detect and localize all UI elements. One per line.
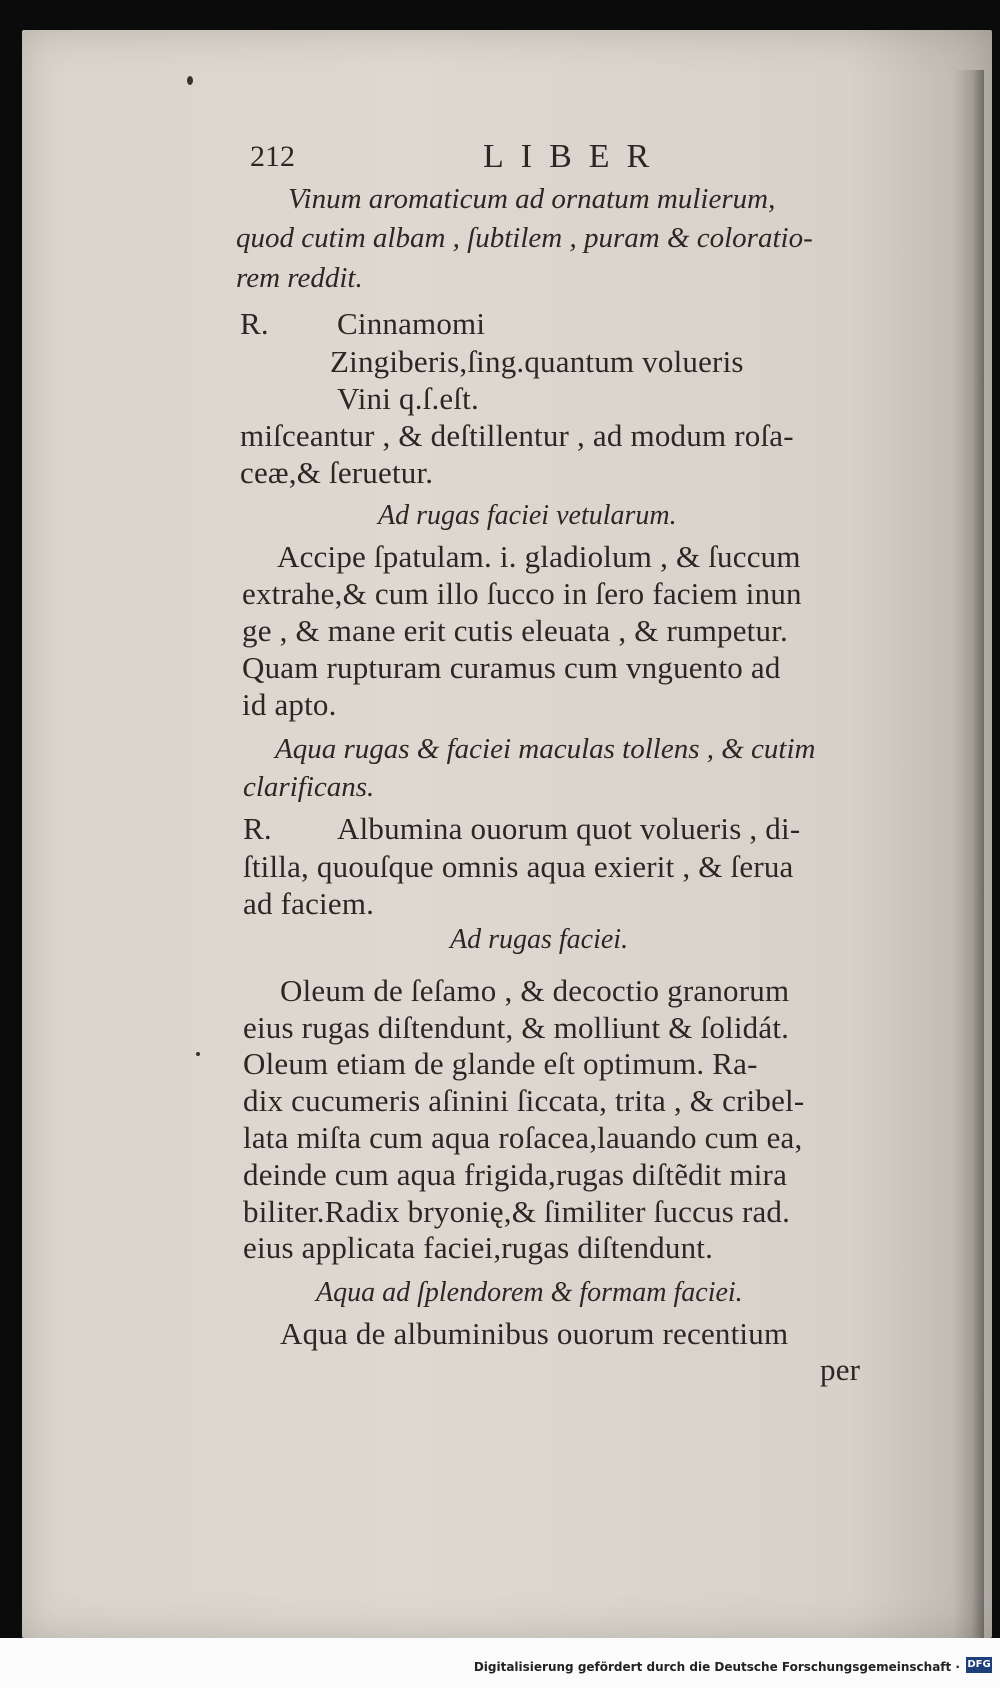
recipe-heading: Ad rugas faciei.	[450, 924, 629, 955]
recipe-heading-line: rem reddit.	[236, 262, 363, 294]
recipe-heading: Aqua ad ſplendorem & formam faciei.	[316, 1277, 743, 1308]
recipe-mark: R.	[243, 811, 272, 846]
recipe-mark: R.	[240, 306, 269, 341]
body-line: Quam rupturam curamus cum vnguento ad	[242, 650, 781, 685]
ink-speck	[187, 76, 193, 85]
dfg-logo-icon: DFG	[966, 1657, 992, 1673]
body-line: eius applicata faciei,rugas diſtendunt.	[243, 1230, 714, 1265]
catchword: per	[820, 1352, 861, 1387]
running-title: LIBER	[483, 138, 667, 175]
body-line: id apto.	[242, 687, 337, 722]
recipe-heading-line: clarificans.	[243, 771, 375, 803]
body-line: ge , & mane erit cutis eleuata , & rumpetur.	[242, 613, 788, 648]
ingredient-line: Vini q.ſ.eſt.	[337, 381, 479, 416]
body-line: miſceantur , & deſtillentur , ad modum roſa-	[240, 418, 794, 453]
recipe-heading-line: Vinum aromaticum ad ornatum mulierum,	[288, 183, 776, 215]
ingredient-line: Zingiberis,ſing.quantum volueris	[330, 344, 744, 379]
body-line: deinde cum aqua frigida,rugas diſtẽdit mira	[243, 1157, 788, 1192]
body-line: dix cucumeris aſinini ſiccata, trita , & cribel-	[243, 1083, 805, 1118]
body-line: biliter.Radix bryonię,& ſimiliter ſuccus rad.	[243, 1194, 791, 1229]
body-line: eius rugas diſtendunt, & molliunt & ſolidát.	[243, 1010, 790, 1045]
body-line: extrahe,& cum illo ſucco in ſero faciem inun	[242, 576, 802, 611]
body-line: ſtilla, quouſque omnis aqua exierit , & ſerua	[243, 849, 794, 884]
page-number: 212	[250, 140, 295, 173]
body-line: Aqua de albuminibus ouorum recentium	[280, 1316, 789, 1351]
body-line: Albumina ouorum quot volueris , di-	[337, 811, 801, 846]
ink-speck	[196, 1052, 200, 1056]
footer-credit-text: Digitalisierung gefördert durch die Deutsche Forschungsgemeinschaft ·	[473, 1660, 960, 1674]
recipe-heading-line: quod cutim albam , ſubtilem , puram & coloratio-	[236, 222, 813, 254]
body-line: ad faciem.	[243, 886, 375, 921]
page-edge-shadow	[954, 70, 984, 1658]
ingredient-line: Cinnamomi	[337, 306, 486, 341]
body-line: Oleum etiam de glande eſt optimum. Ra-	[243, 1046, 758, 1081]
recipe-heading-line: Aqua rugas & faciei maculas tollens , & cutim	[275, 733, 816, 765]
body-line: lata miſta cum aqua roſacea,lauando cum ea,	[243, 1120, 803, 1155]
recipe-heading: Ad rugas faciei vetularum.	[378, 500, 677, 531]
body-line: Oleum de ſeſamo , & decoctio granorum	[280, 973, 790, 1008]
body-line: ceæ,& ſeruetur.	[240, 455, 434, 490]
digitization-footer	[0, 1638, 1000, 1688]
body-line: Accipe ſpatulam. i. gladiolum , & ſuccum	[277, 539, 801, 574]
